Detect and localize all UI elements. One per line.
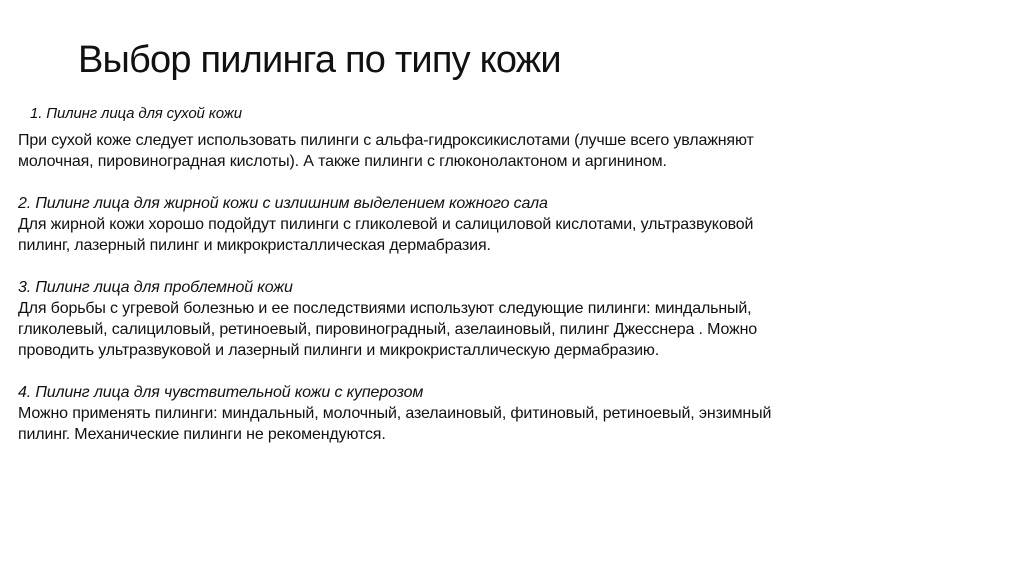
slide-content bbox=[18, 103, 938, 445]
section-text-line: Для жирной кожи хорошо подойдут пилинги с гликолевой и салициловой кислотами, ультразвуковой bbox=[18, 216, 754, 233]
section-text-line: пилинг. Механические пилинги не рекомендуются. bbox=[18, 426, 386, 443]
section-text-line: При сухой коже следует использовать пилинги с альфа-гидроксикислотами (лучше всего увлажняют bbox=[18, 132, 754, 149]
section-sensitive-skin bbox=[18, 382, 938, 445]
section-text-line: Можно применять пилинги: миндальный, молочный, азелаиновый, фитиновый, ретиноевый, энзимный bbox=[18, 405, 772, 422]
section-problem-skin bbox=[18, 277, 938, 361]
slide-title: Выбор пилинга по типу кожи bbox=[78, 39, 561, 81]
section-heading: 2. Пилинг лица для жирной кожи с излишним выделением кожного сала bbox=[18, 195, 548, 212]
section-text-line: Для борьбы с угревой болезнью и ее последствиями используют следующие пилинги: миндальный, bbox=[18, 300, 752, 317]
section-oily-skin bbox=[18, 193, 938, 256]
section-text-line: молочная, пировиноградная кислоты). А также пилинги с глюконолактоном и аргинином. bbox=[18, 153, 667, 170]
section-dry-skin bbox=[18, 103, 938, 172]
section-heading: 1. Пилинг лица для сухой кожи bbox=[30, 105, 242, 122]
section-text-line: пилинг, лазерный пилинг и микрокристаллическая дермабразия. bbox=[18, 237, 491, 254]
section-heading: 3. Пилинг лица для проблемной кожи bbox=[18, 279, 293, 296]
section-heading: 4. Пилинг лица для чувствительной кожи с куперозом bbox=[18, 384, 424, 401]
section-text-line: проводить ультразвуковой и лазерный пилинги и микрокристаллическую дермабразию. bbox=[18, 342, 660, 359]
section-text-line: гликолевый, салициловый, ретиноевый, пировиноградный, азелаиновый, пилинг Джесснера . Можно bbox=[18, 321, 758, 338]
